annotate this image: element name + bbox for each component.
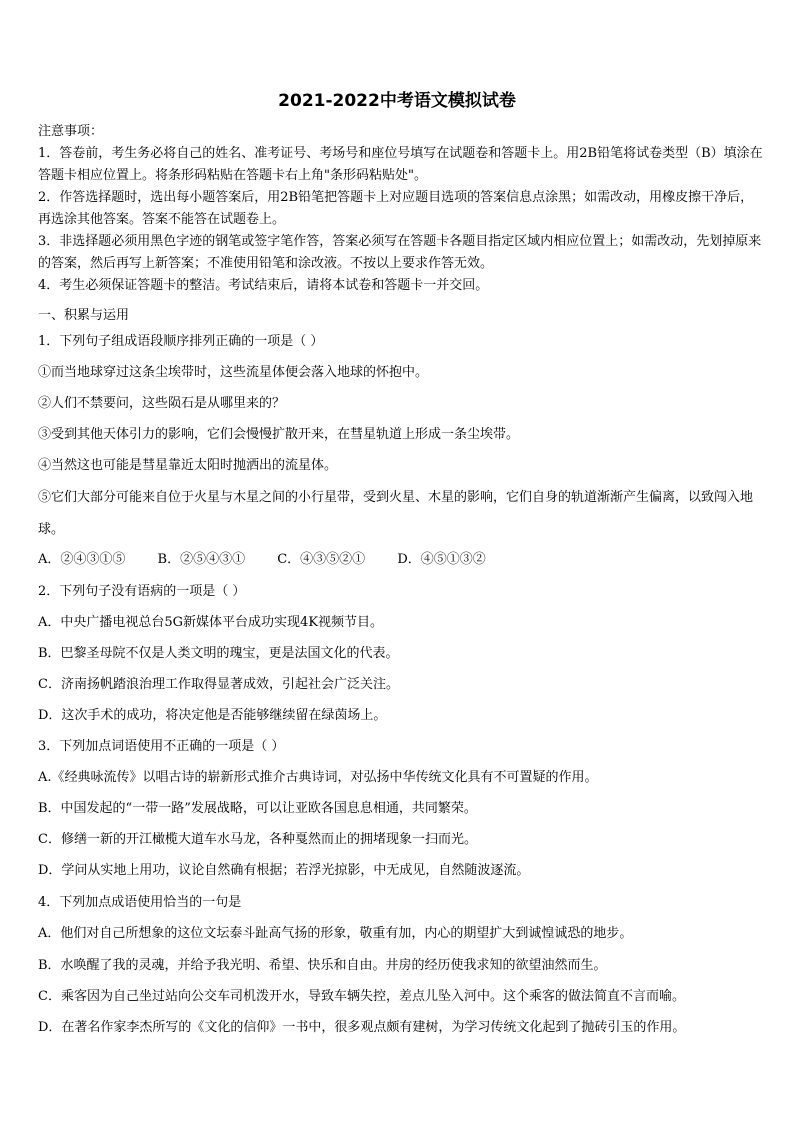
section-heading: 一、积累与运用 xyxy=(38,308,130,323)
q1-options xyxy=(38,550,514,570)
q2-stem: 2．下列句子没有语病的一项是（ ） xyxy=(38,584,246,599)
notes-block xyxy=(38,121,766,297)
exam-title: 2021-2022中考语文模拟试卷 xyxy=(278,91,516,111)
q2-option-a: A．中央广播电视总台5G新媒体平台成功实现4K视频节目。 xyxy=(38,615,384,630)
q4-stem: 4．下列加点成语使用恰当的一句是 xyxy=(38,895,242,910)
q1-sentence-4: ④当然这也可能是彗星靠近太阳时抛洒出的流星体。 xyxy=(38,458,338,473)
notes-item-1: 1．答卷前，考生务必将自己的姓名、准考证号、考场号和座位号填写在试题卷和答题卡上。用2B铅笔将试卷类型（B）填涂在答题卡相应位置上。将条形码粘贴在答题卡右上角"条形码粘贴处"。 xyxy=(38,146,763,183)
q3-stem: 3．下列加点词语使用不正确的一项是（ ） xyxy=(38,739,285,754)
notes-heading: 注意事项： xyxy=(38,124,104,139)
q4-option-c: C．乘客因为自己坐过站向公交车司机泼开水，导致车辆失控，差点儿坠入河中。这个乘客的做法简直不言而喻。 xyxy=(38,989,685,1004)
q1-option-a: A．②④③①⑤ xyxy=(38,552,126,567)
q3-option-d: D．学问从实地上用功，议论自然确有根据；若浮光掠影，中无成见，自然随波逐流。 xyxy=(38,863,530,878)
q1-option-c: C．④③⑤②① xyxy=(277,552,366,567)
q1-sentence-5: ⑤它们大部分可能来自位于火星与木星之间的小行星带，受到火星、木星的影响，它们自身的轨道渐渐产生偏离，以致闯入地球。 xyxy=(38,490,754,537)
q3-option-c: C．修缮一新的开江橄榄大道车水马龙，各种戛然而止的拥堵现象一扫而光。 xyxy=(38,832,477,847)
q2-option-d: D．这次手术的成功，将决定他是否能够继续留在绿茵场上。 xyxy=(38,708,387,723)
q3-option-b: B．中国发起的“一带一路”发展战略，可以让亚欧各国息息相通，共同繁荣。 xyxy=(38,801,477,816)
q1-sentence-1: ①而当地球穿过这条尘埃带时，这些流星体便会落入地球的怀抱中。 xyxy=(38,365,429,380)
q3-option-a: A.《经典咏流传》以唱古诗的崭新形式推介古典诗词，对弘扬中华传统文化具有不可置疑的作用。 xyxy=(38,770,598,785)
notes-item-3: 3．非选择题必须用黑色字迹的钢笔或签字笔作答，答案必须写在答题卡各题目指定区域内相应位置上；如需改动，先划掉原来的答案，然后再写上新答案；不准使用铅笔和涂改液。不按以上要求作答无效。 xyxy=(38,234,762,271)
q1-option-d: D．④⑤①③② xyxy=(397,552,486,567)
q1-option-b: B．②⑤④③① xyxy=(157,552,246,567)
q4-option-a: A．他们对自己所想象的这位文坛泰斗趾高气扬的形象，敬重有加，内心的期望扩大到诚惶诚恐的地步。 xyxy=(38,926,633,941)
q4-option-d: D．在著名作家李杰所写的《文化的信仰》一书中，很多观点颇有建树，为学习传统文化起到了抛砖引玉的作用。 xyxy=(38,1020,686,1035)
q4-option-b: B．水唤醒了我的灵魂，并给予我光明、希望、快乐和自由。井房的经历使我求知的欲望油然而生。 xyxy=(38,958,607,973)
notes-item-4: 4．考生必须保证答题卡的整洁。考试结束后，请将本试卷和答题卡一并交回。 xyxy=(38,278,489,293)
q1-sentence-2: ②人们不禁要问，这些陨石是从哪里来的？ xyxy=(38,396,286,411)
q2-option-b: B．巴黎圣母院不仅是人类文明的瑰宝，更是法国文化的代表。 xyxy=(38,646,399,661)
q1-stem: 1．下列句子组成语段顺序排列正确的一项是（ ） xyxy=(38,334,324,349)
q1-sentence-3: ③受到其他天体引力的影响，它们会慢慢扩散开来，在彗星轨道上形成一条尘埃带。 xyxy=(38,427,520,442)
q2-option-c: C．济南扬帆踏浪治理工作取得显著成效，引起社会广泛关注。 xyxy=(38,677,399,692)
notes-item-2: 2．作答选择题时，选出每小题答案后，用2B铅笔把答题卡上对应题目选项的答案信息点涂黑；如需改动，用橡皮擦干净后，再选涂其他答案。答案不能答在试题卷上。 xyxy=(38,190,754,227)
